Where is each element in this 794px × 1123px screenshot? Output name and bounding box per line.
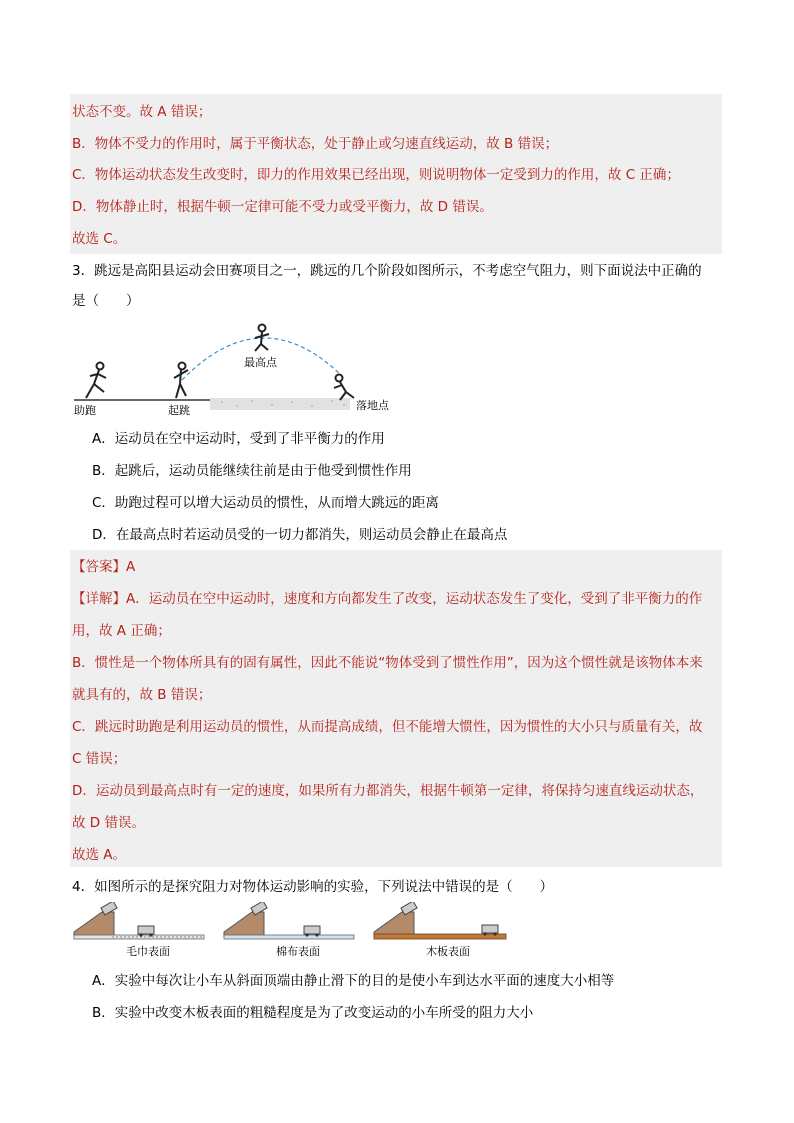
q3-option-b: B．起跳后，运动员能继续往前是由于他受到惯性作用 (92, 463, 412, 479)
q3-detail-4: 就具有的，故 B 错误； (72, 687, 212, 703)
q3-stem-line-1: 3．跳远是高阳县运动会田赛项目之一，跳远的几个阶段如图所示，不考虑空气阻力，则下面说法中正确的 (72, 263, 702, 279)
q3-stem-line-2: 是（ ） (72, 293, 140, 309)
label-wood: 木板表面 (426, 945, 470, 958)
q3-detail-3: B．惯性是一个物体所具有的固有属性，因此不能说“物体受到了惯性作用”，因为这个惯性就是该物体本来 (72, 655, 703, 671)
wood-setup (374, 902, 506, 939)
prev-line-4: D．物体静止时，根据牛顿一定律可能不受力或受平衡力，故 D 错误。 (72, 199, 493, 215)
prev-line-3: C．物体运动状态发生改变时，即力的作用效果已经出现，则说明物体一定受到力的作用，故 C 正确； (72, 167, 680, 183)
label-highest: 最高点 (244, 356, 277, 369)
q3-answer: 【答案】A (72, 559, 136, 575)
resistance-experiment-figure (72, 902, 522, 962)
label-towel: 毛巾表面 (126, 945, 170, 958)
q3-detail-5: C．跳远时助跑是利用运动员的惯性，从而提高成绩，但不能增大惯性，因为惯性的大小只与质量有关，故 (72, 719, 703, 735)
q3-detail-1: 【详解】A．运动员在空中运动时，速度和方向都发生了改变，运动状态发生了变化，受到了非平衡力的作 (72, 591, 703, 607)
highest-point-figure-icon (255, 325, 269, 352)
q3-detail-6: C 错误； (72, 751, 127, 767)
q4-option-b: B．实验中改变木板表面的粗糙程度是为了改变运动的小车所受的阻力大小 (92, 1005, 534, 1021)
prev-line-1: 状态不变。故 A 错误； (72, 104, 212, 120)
runner-icon (86, 363, 106, 399)
q4-option-a: A．实验中每次让小车从斜面顶端由静止滑下的目的是使小车到达水平面的速度大小相等 (92, 973, 615, 989)
q3-option-d: D．在最高点时若运动员受的一切力都消失，则运动员会静止在最高点 (92, 527, 508, 543)
towel-setup (74, 902, 204, 939)
q3-option-a: A．运动员在空中运动时，受到了非平衡力的作用 (92, 431, 385, 447)
cotton-setup (224, 902, 354, 939)
prev-conclusion: 故选 C。 (72, 231, 127, 247)
q3-detail-7: D．运动员到最高点时有一定的速度，如果所有力都消失，根据牛顿第一定律，将保持匀速直线运动状态， (72, 783, 704, 799)
q4-stem: 4．如图所示的是探究阻力对物体运动影响的实验，下列说法中错误的是（ ） (72, 879, 554, 895)
prev-line-2: B．物体不受力的作用时，属于平衡状态，处于静止或匀速直线运动，故 B 错误； (72, 136, 559, 152)
label-cotton: 棉布表面 (276, 945, 320, 958)
takeoff-figure-icon (174, 363, 188, 399)
q3-conclusion: 故选 A。 (72, 847, 127, 863)
label-run: 助跑 (74, 404, 96, 417)
label-takeoff: 起跳 (168, 404, 190, 417)
q3-detail-8: 故 D 错误。 (72, 815, 145, 831)
q3-option-c: C．助跑过程可以增大运动员的惯性，从而增大跳远的距离 (92, 495, 439, 511)
label-landing: 落地点 (356, 399, 389, 412)
long-jump-figure (72, 318, 402, 418)
landing-figure-icon (334, 375, 354, 401)
q3-detail-2: 用，故 A 正确； (72, 623, 171, 639)
